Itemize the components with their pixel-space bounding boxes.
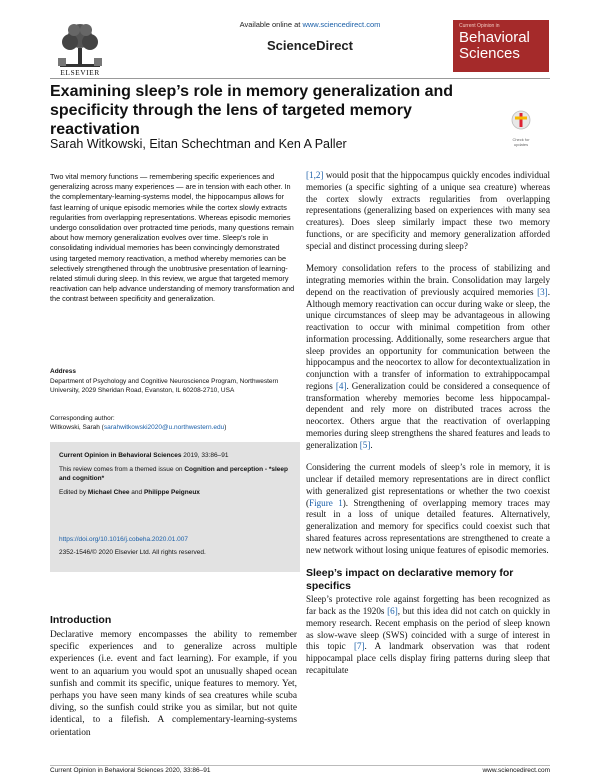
paragraph-3 [306,462,550,556]
citation-link[interactable]: [3] [537,286,548,297]
journal-citation-name: Current Opinion in Behavioral Sciences [59,452,182,459]
journal-name-line1: Behavioral [459,29,530,46]
editors-line [59,488,291,497]
paragraph-3-text-b: ). Strengthening of overlapping memory traces may result in a loss of unique detailed features. Alternatively, generalization and memory for specifics could coexist such that shared features across representations are strengthened to create a new network without losing unique features of episodic memories. [306,497,550,555]
abstract: Two vital memory functions — remembering specific experiences and generalizing across many experiences — are in tension with each other. In the complementary-learning-systems model, the hippocampus allows for fast learning of unique episodic memories while the cortex slowly extracts regularities from overlapping representations. Whereas episodic memories undergo consolidation over protracted time periods, many questions remain about how memory generalization evolves over time. Sleep’s role in consolidating individual memories has been convincingly demonstrated using targeted memory reactivation, a method whereby memories can be selectively strengthened through the unobtrusive presentation of learning-related stimuli during sleep. In this review, we argue that targeted memory reactivation can help advance understanding of memory transformation and the contrast between specificity and generalization. [50,172,295,304]
article-title: Examining sleep’s role in memory generalization and specificity through the lens of targeted memory reactivation [50,83,454,138]
paragraph-2-text-b: . Although memory reactivation can occur during wake or sleep, the unique circumstances of sleep may be advantageous in allowing reactivation to occur with minimal competition from other information processing. Additionally, some researchers argue that sleep provides an opportunity for communication between the hippocampus and the neocortex to allow for decontextualization in conjunction with a transfer of information to extrahippocampal regions [306,286,550,391]
header-divider [50,78,550,79]
elsevier-tree-logo [54,20,106,70]
journal-series: Current Opinion in [459,23,500,29]
copyright-line: 2352-1546/© 2020 Elsevier Ltd. All rights reserved. [59,549,206,556]
corresponding-author [50,423,295,432]
journal-name-line2: Sciences [459,45,520,62]
paragraph-1 [306,170,550,252]
themed-issue-prefix: This review comes from a themed issue on [59,466,185,473]
paragraph-2-text-d: . [370,439,373,450]
section-heading: Sleep’s impact on declarative memory for specifics [306,567,514,592]
citation-link[interactable]: [5] [359,439,371,450]
publisher-name: ELSEVIER [60,68,100,77]
journal-name [459,30,530,62]
citation-link[interactable]: [7] [353,641,365,652]
article-info-box [50,442,300,572]
doi-link[interactable]: https://doi.org/10.1016/j.cobeha.2020.01.007 [59,536,189,543]
editor-2: Philippe Peigneux [143,489,200,496]
article-authors: Sarah Witkowski, Eitan Schechtman and Ken A Paller [50,137,347,151]
citation-link[interactable]: [6] [387,606,398,616]
editors-prefix: Edited by [59,489,88,496]
themed-issue-line [59,465,291,483]
paragraph-2-text-c: . Generalization could be considered a consequence of transformation whereby memories become less hippocampal-dependent and rely more on distributed traces across the neocortex. Others argue that the reactivation of overlapping memories during sleep strengthens the shared features and leads to generalization [306,380,550,450]
address-text: Department of Psychology and Cognitive Neuroscience Program, Northwestern University, 2029 Sheridan Road, Evanston, IL 60208-2710, USA [50,378,279,394]
crossmark-badge[interactable] [508,110,534,147]
crossmark-label: Check for updates [512,137,530,147]
figure-link[interactable]: Figure 1 [309,497,343,508]
corresponding-author-close: ) [224,424,227,431]
paragraph-4-text-b: , but this idea did not catch on quickly in memory research. Recent emphasis on the period of sleep known as slow-wave sleep (SWS) coincided with a surge of interest in this topic [306,606,550,652]
introduction-heading: Introduction [50,614,112,626]
right-column [306,170,550,688]
journal-cover [453,20,549,72]
paragraph-1-text: would posit that the hippocampus quickly encodes individual memories (a specific sighting of a unique sea creature) whereas the cortex slowly extracts regularities from overlapping representations (generalizing based on experiences with many sea creatures). Does sleep similarly impact these two memory functions, or are specificity and memory generalization afforded special and distinct processing during sleep? [306,170,550,251]
paragraph-2 [306,263,550,451]
footer-divider [50,765,550,766]
themed-issue-name: Cognition and perception - *sleep and cognition* [59,466,289,482]
paragraph-2-text-a: Memory consolidation refers to the process of stabilizing and integrating memories within the brain. Consolidation may largely depend on the reactivation of previously acquired memories [306,263,550,297]
sciencedirect-link[interactable]: www.sciencedirect.com [302,20,381,29]
citation-link[interactable]: [1,2] [306,170,324,180]
editors-and: and [129,489,144,496]
footer-citation: Current Opinion in Behavioral Sciences 2020, 33:86–91 [50,767,211,774]
paragraph-3-text-a: Considering the current models of sleep’s role in memory, it is unclear if detailed memory representations are in direct conflict with generalized gist representations or whether the two coexist ( [306,462,550,508]
author-email-link[interactable]: sarahwitkowski2020@u.northwestern.edu [103,424,225,431]
corresponding-author-heading: Corresponding author: [50,415,115,422]
citation-volume: 2019, 33:86–91 [181,452,229,459]
crossmark-icon [511,110,531,132]
footer-website[interactable]: www.sciencedirect.com [482,767,550,774]
paragraph-4-text-a: Sleep’s protective role against forgetting has been recognized as far back as the 1920s [306,594,550,616]
editor-1: Michael Chee [87,489,130,496]
paragraph-4-text-c: . A landmark observation was that rodent hippocampal place cells display firing patterns during sleep that recapitulate [306,641,550,675]
citation-link[interactable]: [4] [335,380,347,391]
citation-line [59,451,291,460]
paragraph-4 [306,594,550,676]
availability-prefix: Available online at [239,20,303,29]
availability-line [190,20,430,29]
address-heading: Address [50,368,77,375]
introduction-text: Declarative memory encompasses the ability to remember specific experiences and to generalize across multiple experiences (i.e. event and fact learning). For example, if you went to an aquarium you would spot an unusually shaped ocean sunfish and commit its specific, unique features to memory. Yet, perhaps you have seen many kinds of sea creatures while scuba diving, so the sunfish could strike you as similar, but not quite identical, to a filefish. A complementary-learning-systems orientation [50,630,297,738]
corresponding-author-name: Witkowski, Sarah ( [50,424,104,431]
platform-name: ScienceDirect [267,38,353,53]
